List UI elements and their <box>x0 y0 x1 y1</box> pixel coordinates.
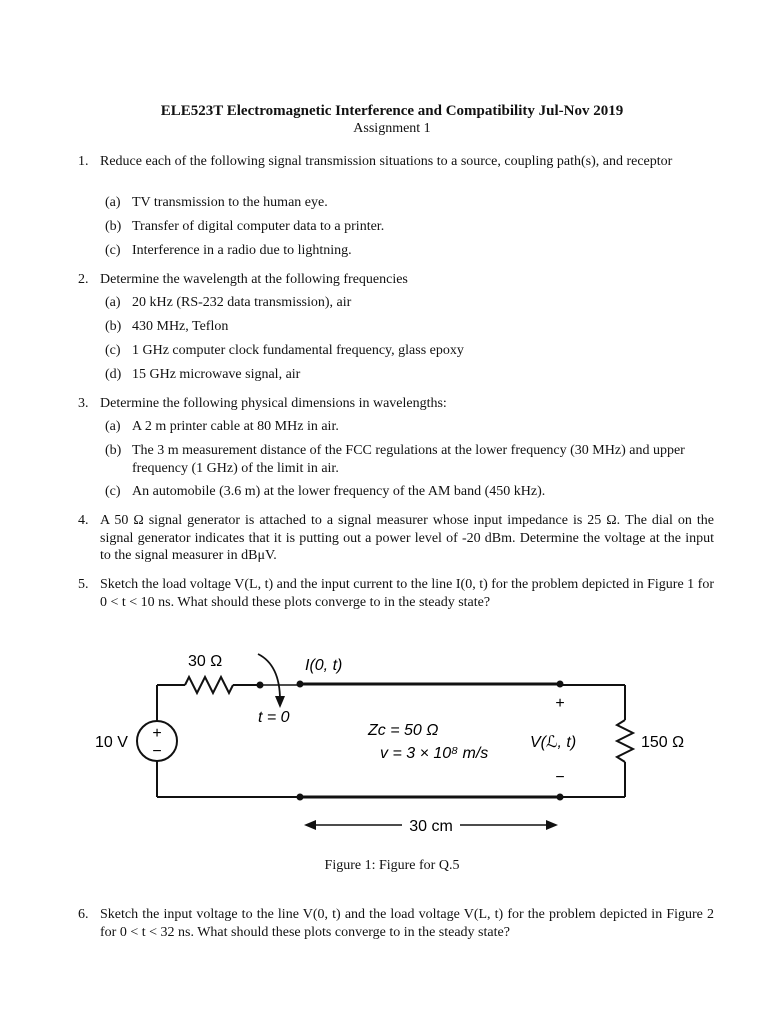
length-label: 30 cm <box>409 818 453 835</box>
part-text: Transfer of digital computer data to a printer. <box>132 219 385 234</box>
question-3-part-a <box>105 418 715 436</box>
load-minus: − <box>555 769 565 786</box>
part-label: (a) <box>105 195 121 210</box>
source-resistor-label: 30 Ω <box>188 653 223 670</box>
source-voltage-label: 10 V <box>95 734 128 751</box>
load-resistor-label: 150 Ω <box>641 734 685 751</box>
source-plus: + <box>152 725 162 742</box>
switch-label: t = 0 <box>258 709 290 726</box>
question-2 <box>78 271 714 289</box>
part-text: 15 GHz microwave signal, air <box>132 367 301 382</box>
question-number: 4. <box>78 513 89 528</box>
question-3 <box>78 395 714 413</box>
part-text: 1 GHz computer clock fundamental frequency, glass epoxy <box>132 343 464 358</box>
part-text: Interference in a radio due to lightning. <box>132 243 352 258</box>
junction-dot <box>557 681 564 688</box>
circuit-diagram <box>90 640 710 840</box>
arrow-head-right <box>546 820 558 830</box>
part-label: (b) <box>105 219 122 234</box>
junction-dot <box>257 682 264 689</box>
part-text: A 2 m printer cable at 80 MHz in air. <box>132 419 339 434</box>
question-6 <box>78 906 714 941</box>
question-5 <box>78 576 714 611</box>
arrow-head-left <box>304 820 316 830</box>
velocity-label: v = 3 × 10⁸ m/s <box>380 745 489 762</box>
part-label: (b) <box>105 443 122 458</box>
question-text: Determine the following physical dimensions in wavelengths: <box>100 396 447 411</box>
question-number: 3. <box>78 396 89 411</box>
page-subtitle: Assignment 1 <box>353 121 431 136</box>
load-resistor <box>617 720 633 762</box>
switch-arrow-head <box>275 696 285 708</box>
junction-dot <box>297 681 304 688</box>
part-text: The 3 m measurement distance of the FCC regulations at the lower frequency (30 MHz) and upper frequency (1 GHz) of the limit in air. <box>132 443 685 476</box>
question-text: Sketch the input voltage to the line V(0, t) and the load voltage V(L, t) for the problem depicted in Figure 2 for 0 < t < 32 ns. What should these plots converge to in the steady state? <box>100 907 714 940</box>
question-4 <box>78 512 714 565</box>
part-label: (a) <box>105 295 121 310</box>
part-text: 20 kHz (RS-232 data transmission), air <box>132 295 352 310</box>
part-text: TV transmission to the human eye. <box>132 195 328 210</box>
figure-caption: Figure 1: Figure for Q.5 <box>324 858 460 873</box>
question-number: 2. <box>78 272 89 287</box>
junction-dot <box>557 794 564 801</box>
question-number: 1. <box>78 154 89 169</box>
question-2-part-a <box>105 294 715 312</box>
part-text: 430 MHz, Teflon <box>132 319 229 334</box>
question-3-part-b <box>105 442 715 477</box>
question-2-part-c <box>105 342 715 360</box>
question-3-part-c <box>105 483 715 501</box>
page-title: ELE523T Electromagnetic Interference and Compatibility Jul-Nov 2019 <box>160 103 624 119</box>
impedance-label: Zc = 50 Ω <box>368 722 439 739</box>
question-1-part-b <box>105 218 715 236</box>
load-plus: + <box>555 695 565 712</box>
question-2-part-b <box>105 318 715 336</box>
question-2-part-d <box>105 366 715 384</box>
source-minus: − <box>152 743 162 760</box>
part-text: An automobile (3.6 m) at the lower frequency of the AM band (450 kHz). <box>132 484 546 499</box>
switch-arrow <box>258 654 280 700</box>
part-label: (b) <box>105 319 122 334</box>
part-label: (c) <box>105 243 121 258</box>
part-label: (d) <box>105 367 122 382</box>
question-1-part-a <box>105 194 715 212</box>
part-label: (c) <box>105 484 121 499</box>
part-label: (a) <box>105 419 121 434</box>
question-1-part-c <box>105 242 715 260</box>
current-label: I(0, t) <box>305 657 343 674</box>
question-text: Sketch the load voltage V(L, t) and the input current to the line I(0, t) for the problem depicted in Figure 1 for 0 < t < 10 ns. What should these plots converge to in the steady state? <box>100 577 715 610</box>
question-number: 6. <box>78 907 89 922</box>
part-label: (c) <box>105 343 121 358</box>
source-resistor <box>185 677 233 693</box>
junction-dot <box>297 794 304 801</box>
question-text: A 50 Ω signal generator is attached to a signal measurer whose input impedance is 25 Ω. The dial on the signal generator indicates that it is putting out a power level of -20 dBm. Determine the voltage at the input to the signal measurer in dBμV. <box>100 513 714 563</box>
question-text: Determine the wavelength at the following frequencies <box>100 272 408 287</box>
load-voltage-label: V(ℒ, t) <box>530 734 577 751</box>
question-text: Reduce each of the following signal transmission situations to a source, coupling path(s), and receptor <box>100 154 673 169</box>
question-number: 5. <box>78 577 89 592</box>
question-1 <box>78 153 714 171</box>
